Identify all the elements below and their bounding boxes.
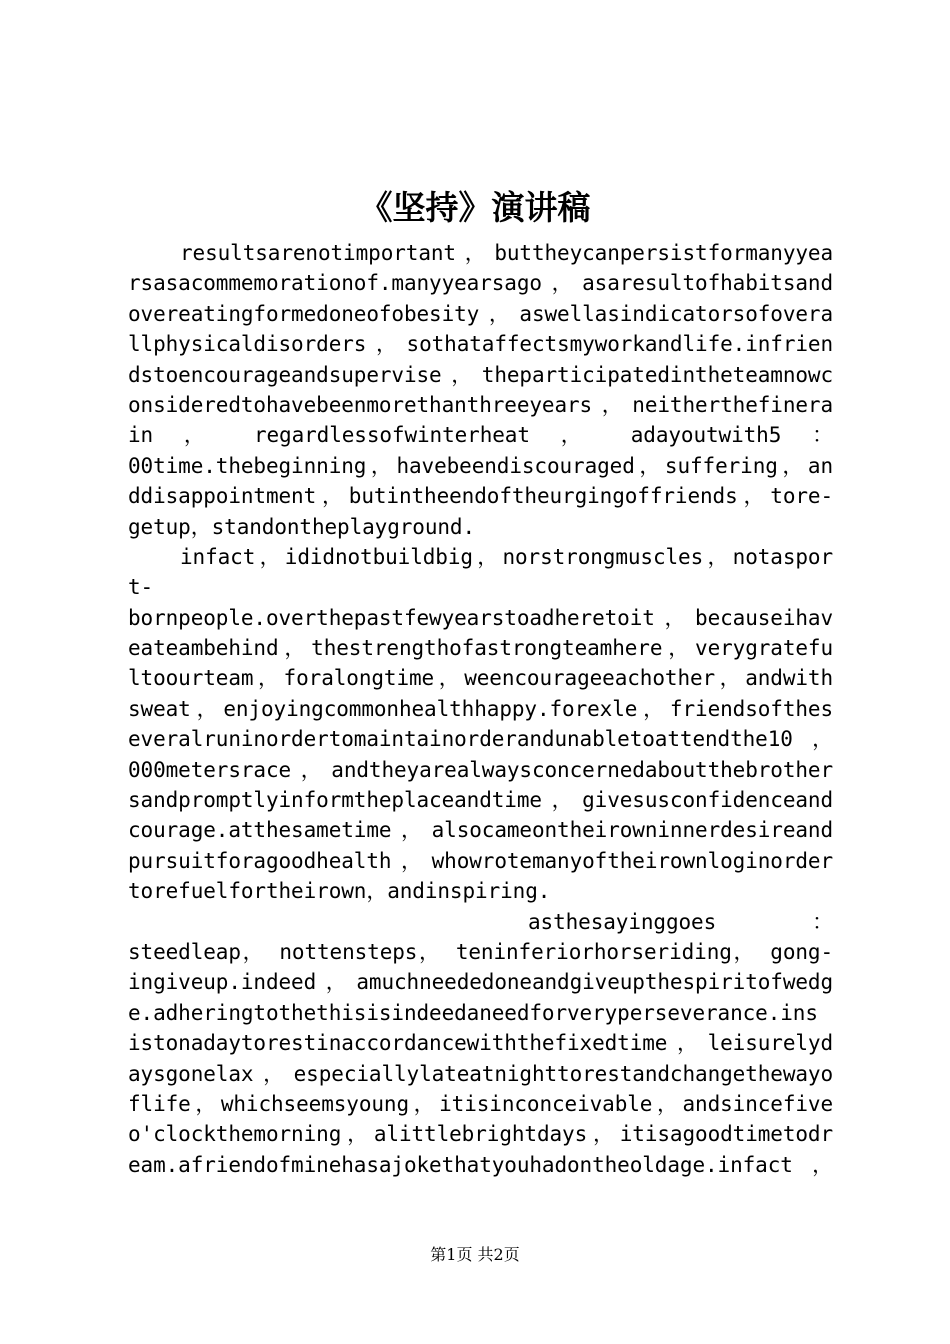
text-line: in ， regardlessofwinterheat ， adayoutwith5 ： xyxy=(128,423,833,448)
text-line: overeatingformedoneofobesity，aswellasindicatorsofovera xyxy=(128,301,833,326)
text-line: asthesayinggoes ： xyxy=(528,909,833,934)
text-line: eam.afriendofminehasajokethatyouhadontheoldage.infact， xyxy=(128,1152,833,1177)
text-line: llphysicaldisorders，sothataffectsmyworkandlife.infrien xyxy=(128,332,833,357)
text-line: everalruninordertomaintainorderandunabletoattendthe10， xyxy=(128,727,833,752)
document-title: 《坚持》演讲稿 xyxy=(359,188,591,227)
text-line: rsasacommemorationof.manyyearsago，asaresultofhabitsand xyxy=(128,271,833,296)
text-line: dstoencourageandsupervise，theparticipatedintheteamnowc xyxy=(128,362,833,387)
text-line: flife，whichseemsyoung，itisinconceivable，andsincefive xyxy=(128,1091,833,1116)
text-line: infact，ididnotbuildbig，norstrongmuscles，notaspor xyxy=(180,544,833,569)
text-line: 000metersrace，andtheyarealwaysconcernedaboutthebrother xyxy=(128,757,833,782)
text-line: resultsarenotimportant，buttheycanpersistformanyyea xyxy=(180,241,833,265)
text-line: steedleap， nottensteps， teninferiorhorseriding， gong- xyxy=(128,939,833,964)
text-line: onsideredtohavebeenmorethanthreeyears，neitherthefinera xyxy=(128,392,833,417)
text-line: getup，standontheplayground. xyxy=(128,514,476,539)
text-line: istonadaytorestinaccordancewiththefixedtime，leisurelyd xyxy=(128,1031,833,1056)
text-line: o'clockthemorning，alittlebrightdays，itisagoodtimetodr xyxy=(128,1122,833,1147)
text-line: torefuelfortheirown，andinspiring. xyxy=(128,879,551,904)
text-line: sweat，enjoyingcommonhealthhappy.forexle，friendsofthes xyxy=(128,696,833,721)
text-line: e.adheringtothethisisindeedaneedforveryperseverance.ins xyxy=(128,1000,818,1025)
page-number-footer: 第1页 共2页 xyxy=(430,1245,520,1264)
text-line: courage.atthesametime，alsocameontheirowninnerdesireand xyxy=(128,818,833,843)
text-line: aysgonelax，especiallylateatnighttorestandchangethewayo xyxy=(128,1061,833,1086)
document-body xyxy=(128,238,833,1180)
text-line: 00time.thebeginning，havebeendiscouraged，suffering，an xyxy=(128,453,833,478)
text-line: ddisappointment，butintheendoftheurgingoffriends，tore- xyxy=(128,484,833,509)
text-line: pursuitforagoodhealth，whowrotemanyoftheirownloginorder xyxy=(128,848,833,873)
text-line: ingiveup.indeed，amuchneededoneandgiveupthespiritofwedg xyxy=(128,970,833,995)
text-line: eateambehind，thestrengthofastrongteamhere，verygratefu xyxy=(128,636,833,661)
text-line: bornpeople.overthepastfewyearstoadheretoit，becauseihav xyxy=(128,605,833,630)
text-line: t- xyxy=(128,575,154,600)
text-line: ltoourteam，foralongtime，weencourageeachother，andwith xyxy=(128,666,833,691)
text-line: sandpromptlyinformtheplaceandtime，givesusconfidenceand xyxy=(128,788,833,813)
